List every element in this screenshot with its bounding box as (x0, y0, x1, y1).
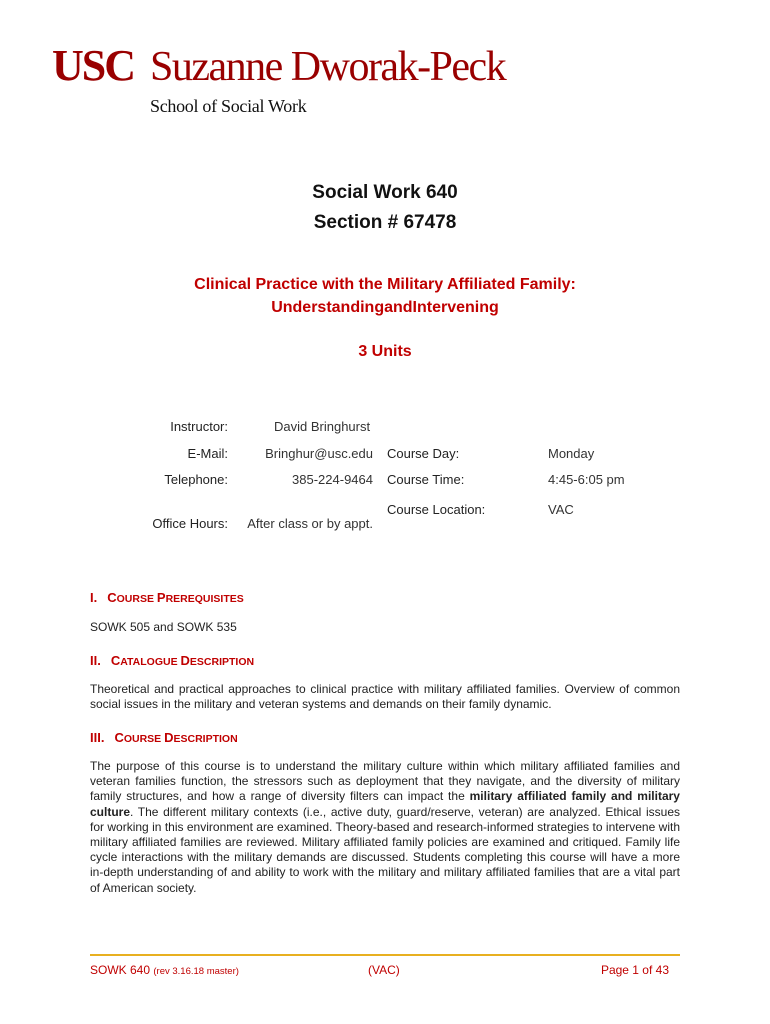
heading-cap: C (114, 730, 124, 745)
heading-smallcaps: OURSE (123, 733, 165, 745)
course-description-text (90, 759, 680, 896)
heading-smallcaps: OURSE (116, 593, 157, 605)
course-location-label: Course Location: (387, 502, 486, 517)
heading-smallcaps: ESCRIPTION (173, 733, 238, 745)
heading-cap: D (164, 730, 174, 745)
catalogue-description-text: Theoretical and practical approaches to clinical practice with military affiliated families. Overview of common social issues in the military and veteran systems and demands on their family dynamic. (90, 682, 680, 712)
course-day-value: Monday (548, 446, 595, 461)
instructor-label: Instructor: (170, 419, 228, 434)
email-label: E-Mail: (187, 446, 228, 461)
course-units: 3 Units (358, 343, 412, 360)
course-description-part-2: . The different military contexts (i.e., active duty, guard/reserve, veteran) are analyzed. Ethical issues for working in this environment are examined. Theory-based and research-informed strategies to intervene with military affiliated families are reviewed. Military affiliated family policies are examined and critiqued. Family life cycle interactions with the military demands are discussed. Students completing this course will have a more in-depth understanding of and ability to work with the military and military affiliated families that are a vital part of American society. (90, 804, 680, 895)
school-name-logo: Suzanne Dworak-Peck (150, 44, 506, 90)
heading-cap: P (156, 590, 166, 605)
footer-page-number: Page 1 of 43 (600, 963, 669, 977)
course-day-label: Course Day: (387, 446, 460, 461)
telephone-label: Telephone: (164, 472, 228, 487)
email-value[interactable]: Bringhur@usc.edu (265, 446, 373, 461)
heading-smallcaps: REREQUISITES (165, 593, 244, 605)
course-number: Social Work 640 (312, 182, 458, 203)
office-hours-label: Office Hours: (152, 516, 228, 531)
section-number: Section # 67478 (313, 212, 457, 233)
footer-revision: (rev 3.16.18 master) (153, 966, 239, 977)
heading-cap: C (107, 590, 117, 605)
heading-smallcaps: ATALOGUE (120, 656, 181, 668)
footer-course-number: SOWK 640 (90, 963, 151, 977)
section-numeral: III. (90, 730, 105, 745)
footer-rule (90, 954, 680, 956)
usc-logo-mark: USC (52, 41, 135, 90)
course-location-value: VAC (548, 502, 574, 517)
course-description-part-1: The purpose of this course is to understand the military culture within which military affiliated families and veteran families function, the stressors such as deployment that they navigate, and the diversity of military family structures, and how a range of diversity filters can impact the (90, 759, 680, 804)
course-title (0, 273, 770, 319)
section-heading-prerequisites (90, 590, 244, 605)
course-title-line-2: UnderstandingandIntervening (271, 299, 499, 316)
prerequisites-text: SOWK 505 and SOWK 535 (90, 620, 237, 634)
course-description-emphasis: military affiliated family and military culture (90, 789, 680, 819)
section-numeral: I. (90, 590, 98, 605)
course-title-line-1: Clinical Practice with the Military Affiliated Family: (194, 276, 576, 293)
instructor-value: David Bringhurst (274, 419, 371, 434)
office-hours-value: After class or by appt. (247, 516, 373, 531)
heading-smallcaps: ESCRIPTION (189, 656, 255, 668)
heading-cap: C (110, 653, 121, 668)
section-heading-catalogue (90, 653, 254, 668)
footer-location: (VAC) (368, 963, 400, 977)
section-heading-course-description (90, 730, 238, 745)
telephone-value: 385-224-9464 (292, 472, 373, 487)
footer-course-code (90, 963, 239, 977)
heading-cap: D (180, 653, 190, 668)
course-time-value: 4:45-6:05 pm (548, 472, 625, 487)
course-time-label: Course Time: (387, 472, 465, 487)
section-numeral: II. (90, 653, 101, 668)
school-subtitle: School of Social Work (150, 96, 307, 116)
